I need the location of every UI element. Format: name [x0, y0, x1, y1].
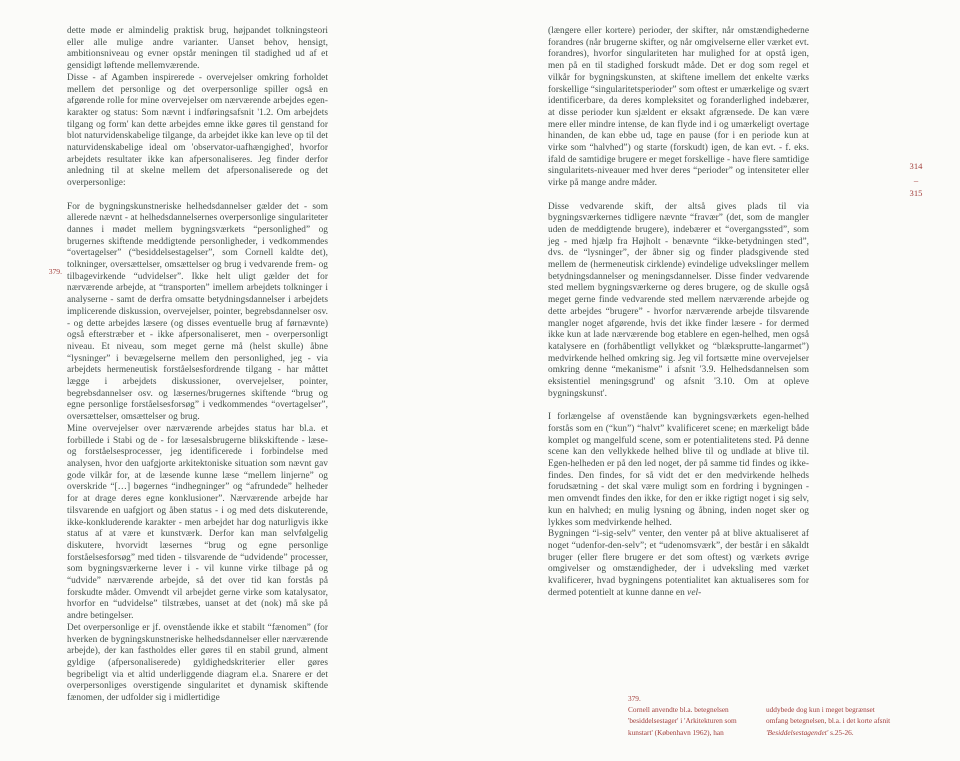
paragraph: Disse vedvarende skift, der altså gives plads til via bygningsværkernes tidligere nævnte “fravær” (det, som de mangler uden de meddigtende brugere), indebærer et “overgangssted”, som jeg - med hjælp fra Højholt - benævnte “ikke-betydningen sted”, dvs. de “lysninger”, der åbner sig og finder pladsgivende sted mellem de (hermeneutisk cirklende) evindelige udvekslinger mellem betydningsdannelser og meningsdannelser. Disse finder vedvarende sted mellem bygningsværkerne og deres brugere, og de skulle også meget gerne finde vedvarende sted mellem nærværende arbejde og dette arbejdes “brugere” - hvorfor nærværende arbejde tilsvarende mangler noget afgørende, hvis det ikke finder læsere - for dermed ikke kun at lade nærværende bog etablere en egen-helhed, men også katalysere en (forhåbentligt vellykket og “blæksprutte-langarmet”) medvirkende helhed omkring sig. Jeg vil fortsætte mine overvejelser omkring denne “mekanisme” i afsnit '3.9. Helhedsdannelsen som eksistentiel meningsgrund' og afsnit '3.10. Om at opleve bygningskunst'. [548, 201, 809, 399]
page-number-separator: – [913, 174, 919, 185]
right-page-column [548, 26, 809, 599]
text-block [67, 202, 328, 705]
footnote-number: 379. [628, 694, 641, 703]
footnote-text-1: Cornell anvendte bl.a. betegnelsen 'besiddelsestager' i 'Arkitekturen som kunstart' (København 1962), han [628, 705, 737, 737]
paragraph: For de bygningskunstneriske helhedsdannelser gælder det - som allerede nævnt - at helhedsdannelsernes overpersonlige singulariteter dannes i mødet mellem bygningsværkets “personlighed” og brugernes skiftende meddigtende personligheder, i vedkommendes “overtagelser” (“besiddelsestagelser”, som Cornell kaldte det), tolkninger, oversættelser, omsættelser og brug i vedvarende frem- og tilbagevirkende “udvidelser”. Ikke helt uligt gælder det for nærværende arbejde, at “transporten” imellem arbejdets tolkninger i analyserne - samt de derfra omsatte betydningsdannelser i arbejdets implicerende diskussion, overvejelser, pointer, begrebsdannelser osv. - og dette arbejdes læsere (og disses eventuelle brug af førnævnte) også efterstræber et - ikke afpersonaliseret, men - overpersonligt niveau. Et niveau, som meget gerne må (helst skulle) åbne “lysninger” i bevægelserne mellem den personlighed, jeg - via arbejdets hermeneutisk forståelsesfordrende tilgang - har måttet lægge i arbejdets diskussioner, overvejelser, pointer, begrebsdannelser osv. og læsernes/brugernes skiftende “brug og egne personlige forståelsesforsøg” i vedkommendes “overtagelser”, oversættelser, omsættelser og brug. [67, 201, 328, 423]
paragraph: Mine overvejelser over nærværende arbejdes status har bl.a. et forbillede i Stabi og de - for læsesalsbrugerne blikskiftende - læse- og forståelsesprocesser, jeg identificerede i forbindelse med analysen, hvor den uafgjorte arkitektoniske situation som nævnt gav gode vilkår for, at de læsende kunne læse “mellem linjerne” og overskride “[…] bøgernes “indhegninger” og “afrundede” helheder for at drage deres egne konklusioner”. Nærværende arbejde har tilsvarende en uafgjort og åben status - i og med dets diskuterende, ikke-konkluderende karakter - men arbejdet har dog naturligvis ikke status af at være et kunstværk. Derfor kan man selvfølgelig diskutere, hvorvidt læsernes “brug og egne personlige forståelsesforsøg” med tiden - tilsvarende de “udvidende” processer, som bygningsværkerne lever i - vil kunne virke tilbage på og “udvide” nærværende arbejde, så det over tid kan forstås på forskudte måder. Omvendt vil arbejdet gerne virke som katalysator, hvorfor en “udvidelse” tilstræbes, uanset at det (nok) må ske på andre betingelser. [67, 423, 328, 622]
left-page-column [67, 26, 328, 705]
text-block [548, 412, 809, 599]
text-block [67, 26, 328, 190]
footnote-reference-margin-note: 379. [48, 267, 62, 276]
paragraph: Det overpersonlige er jf. ovenstående ikke et stabilt “fænomen” (for hverken de bygningskunstneriske helhedsdannelser eller nærværende arbejde), der kan fastholdes eller gøres til en stabil grund, alment gyldige (afpersonaliserede) gyldighedskriterier eller gøres begribeligt via et altid underliggende diagram el.a. Snarere er det overpersonliges overstigende singularitet et dynamisk skiftende fænomen, der udfolder sig i midlertidige [67, 622, 328, 704]
page-number-right: 315 [909, 188, 923, 198]
text-block [548, 26, 809, 190]
paragraph: (længere eller kortere) perioder, der skifter, når omstændighederne forandres (når brugerne skifter, og når omgivelserne eller værket evt. forandres), hvorfor singulariteten har mulighed for at opstå igen, men på en til stadighed forskudt måde. Det er dog som regel et vilkår for bygningskunsten, at skiftene imellem det enkelte værks forskellige “singularitetsperioder” som oftest er umærkelige og svært identificerbare, da deres kompleksitet og foranderlighed indebærer, at disse perioder kun sjældent er eksakt afgrænsede. De kan være mere eller mindre intense, de kan flyde ind i og umærkeligt overtage hinanden, de kan ebbe ud, tage en pause (for i en periode kun at virke som “halvhed”) og starte (forskudt) igen, de kan evt. - f. eks. ifald de samtidige brugere er meget forskellige - have flere samtidige singularitets-niveauer med hver deres “perioder” og intensiteter eller virke på mange andre måder. [548, 26, 809, 189]
paragraph: I forlængelse af ovenstående kan bygningsværkets egen-helhed forstås som en (“kun”) “halvt” kvalificeret scene; en mærkeligt både komplet og mangelfuld scene, som er potentialitetens sted. På denne scene kan den vellykkede helhed blive til og undlade at blive til. Egen-helheden er på den led noget, der på samme tid findes og ikke-findes. Den findes, for så vidt det er den medvirkende helheds forudsætning - det skal være muligt som en fordring i bygningen - men omvendt findes den ikke, for den er ikke rigtigt noget i sig selv, kun en halvhed; en mulig lysning og åbning, inden noget sker og lykkes som medvirkende helhed. [548, 412, 809, 528]
paragraph: Disse - af Agamben inspirerede - overvejelser omkring forholdet mellem det personlige og det overpersonlige spiller også en afgørende rolle for mine overvejelser om nærværende arbejdes egen-karakter og status: Som nævnt i indføringsafsnit '1.2. Om arbejdets tilgang og form' kan dette arbejdes emne ikke gøres til genstand for blot naturvidenskabelige tilgange, da arbejdet ikke kan leve op til det naturvidenskabelige ideal om 'observator-uafhængighed', hvorfor arbejdets resultater ikke kan afpersonaliseres. Jeg finder derfor anledning til at skelne mellem det afpersonaliserede og det overpersonlige: [67, 72, 328, 189]
page-number-block [903, 160, 929, 201]
text-block [548, 202, 809, 401]
footnote-column-2: uddybede dog kun i meget begrænset omfang betegnelsen, bl.a. i det korte afsnit 'Besiddelsestagendet' s.25-26. [766, 705, 891, 737]
footnote-379 [628, 693, 897, 738]
page-number-left: 314 [909, 161, 923, 171]
paragraph: Bygningen “i-sig-selv” venter, den venter på at blive aktualiseret af noget “udenfor-den-selv”; et “udenomsværk”, der består i en såkaldt bruger (eller flere brugere er det som oftest) og værkets øvrige omgivelser og omstændigheder, der i udveksling med værket kvalificerer, hvad bygningens potentialitet kan aktualiseres som for dermed potentielt at kunne danne en vel- [548, 529, 809, 598]
paragraph: dette møde er almindelig praktisk brug, højpandet tolkningsteori eller alle mulige andre varianter. Uanset behov, hensigt, ambitionsniveau og evner opstår meningen til stadighed ud af et gensidigt løftende mellemværende. [67, 26, 328, 72]
footnote-column-1 [628, 693, 759, 738]
